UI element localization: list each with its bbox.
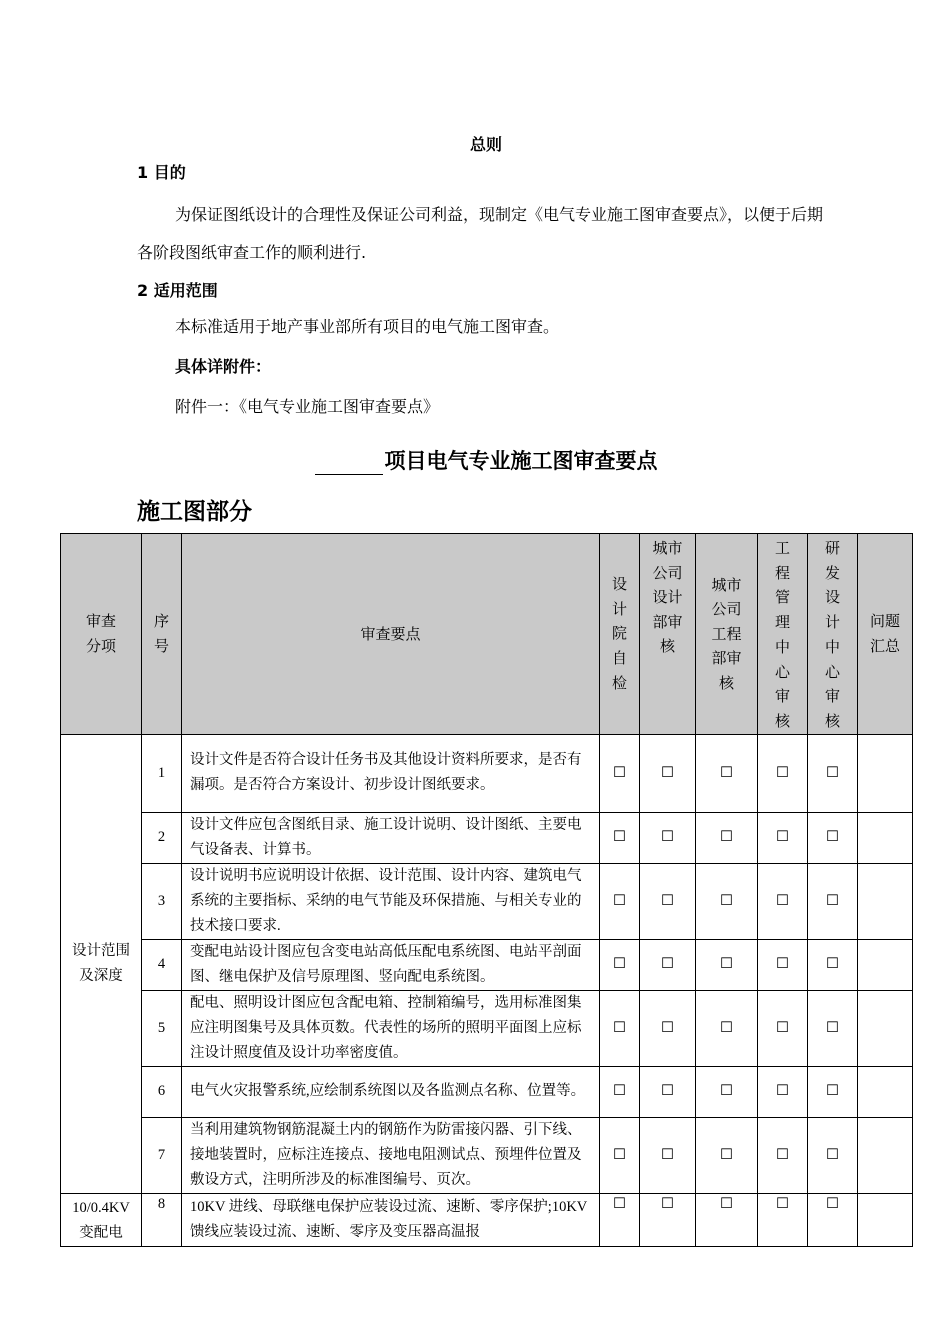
self-check-checkbox[interactable]: ☐ [600,1193,640,1246]
city-design-checkbox[interactable]: ☐ [640,939,696,990]
eng-center-checkbox[interactable]: ☐ [758,939,808,990]
city-design-checkbox[interactable]: ☐ [640,863,696,939]
point-cell: 当利用建筑物钢筋混凝土内的钢筋作为防雷接闪器、引下线、接地装置时，应标注连接点、接地电阻测试点、预埋件位置及敷设方式，注明所涉及的标准图编号、页次。 [182,1117,600,1193]
rd-center-checkbox[interactable]: ☐ [808,1117,858,1193]
summary-cell[interactable] [858,990,913,1066]
city-eng-checkbox[interactable]: ☐ [696,939,758,990]
eng-center-checkbox[interactable]: ☐ [758,863,808,939]
city-eng-checkbox[interactable]: ☐ [696,1066,758,1117]
seq-cell: 5 [142,990,182,1066]
eng-center-checkbox[interactable]: ☐ [758,1066,808,1117]
table-row [61,812,913,863]
rd-center-checkbox[interactable]: ☐ [808,812,858,863]
table-row [61,1193,913,1246]
header-point: 审查要点 [182,534,600,735]
self-check-checkbox[interactable]: ☐ [600,1117,640,1193]
self-check-checkbox[interactable]: ☐ [600,863,640,939]
eng-center-checkbox[interactable]: ☐ [758,990,808,1066]
general-title: 总则 [469,135,502,154]
eng-center-checkbox[interactable]: ☐ [758,734,808,812]
project-name-blank [315,452,383,475]
seq-cell: 3 [142,863,182,939]
summary-cell[interactable] [858,734,913,812]
point-cell: 电气火灾报警系统,应绘制系统图以及各监测点名称、位置等。 [182,1066,600,1117]
summary-cell[interactable] [858,1066,913,1117]
section-1-heading: 1 目的 [137,163,186,182]
city-eng-checkbox[interactable]: ☐ [696,1193,758,1246]
section-2-text: 本标准适用于地产事业部所有项目的电气施工图审查。 [175,317,560,336]
table-row [61,990,913,1066]
header-self-check: 设计院自检 [600,534,640,735]
seq-cell: 7 [142,1117,182,1193]
seq-cell: 2 [142,812,182,863]
review-table [60,533,913,1247]
self-check-checkbox[interactable]: ☐ [600,812,640,863]
point-cell: 10KV 进线、母联继电保护应装设过流、速断、零序保护;10KV 馈线应装设过流、速断、零序及变压器高温报 [182,1193,600,1246]
city-design-checkbox[interactable]: ☐ [640,1193,696,1246]
city-eng-checkbox[interactable]: ☐ [696,1117,758,1193]
table-row [61,1117,913,1193]
city-eng-checkbox[interactable]: ☐ [696,990,758,1066]
rd-center-checkbox[interactable]: ☐ [808,1193,858,1246]
rd-center-checkbox[interactable]: ☐ [808,990,858,1066]
seq-cell: 8 [142,1193,182,1246]
city-design-checkbox[interactable]: ☐ [640,1066,696,1117]
header-eng-center: 工程管理中心审核 [758,534,808,735]
city-design-checkbox[interactable]: ☐ [640,812,696,863]
point-cell: 配电、照明设计图应包含配电箱、控制箱编号，选用标准图集应注明图集号及具体页数。代表性的场所的照明平面图上应标注设计照度值及设计功率密度值。 [182,990,600,1066]
city-eng-checkbox[interactable]: ☐ [696,863,758,939]
seq-cell: 4 [142,939,182,990]
table-row [61,863,913,939]
summary-cell[interactable] [858,812,913,863]
city-eng-checkbox[interactable]: ☐ [696,734,758,812]
eng-center-checkbox[interactable]: ☐ [758,1117,808,1193]
point-cell: 设计文件是否符合设计任务书及其他设计资料所要求，是否有漏项。是否符合方案设计、初步设计图纸要求。 [182,734,600,812]
self-check-checkbox[interactable]: ☐ [600,939,640,990]
rd-center-checkbox[interactable]: ☐ [808,939,858,990]
table-row [61,734,913,812]
city-design-checkbox[interactable]: ☐ [640,1117,696,1193]
rd-center-checkbox[interactable]: ☐ [808,734,858,812]
header-seq: 序号 [142,534,182,735]
main-title [0,445,950,475]
self-check-checkbox[interactable]: ☐ [600,1066,640,1117]
point-cell: 变配电站设计图应包含变电站高低压配电系统图、电站平剖面图、继电保护及信号原理图、竖向配电系统图。 [182,939,600,990]
eng-center-checkbox[interactable]: ☐ [758,1193,808,1246]
rd-center-checkbox[interactable]: ☐ [808,863,858,939]
header-city-eng: 城市公司工程部审核 [696,534,758,735]
self-check-checkbox[interactable]: ☐ [600,990,640,1066]
table-row [61,1066,913,1117]
seq-cell: 1 [142,734,182,812]
summary-cell[interactable] [858,1117,913,1193]
eng-center-checkbox[interactable]: ☐ [758,812,808,863]
rd-center-checkbox[interactable]: ☐ [808,1066,858,1117]
summary-cell[interactable] [858,939,913,990]
header-category: 审查分项 [61,534,142,735]
summary-cell[interactable] [858,1193,913,1246]
category-cell: 10/0.4KV变配电 [61,1193,142,1246]
city-eng-checkbox[interactable]: ☐ [696,812,758,863]
summary-cell[interactable] [858,863,913,939]
header-city-design: 城市公司设计部审核 [640,534,696,735]
category-cell: 设计范围及深度 [61,734,142,1193]
section-2-heading: 2 适用范围 [137,281,218,300]
sub-title: 施工图部分 [137,499,252,525]
city-design-checkbox[interactable]: ☐ [640,990,696,1066]
section-1-text: 为保证图纸设计的合理性及保证公司利益，现制定《电气专业施工图审查要点》，以便于后期各阶段图纸审查工作的顺利进行. [137,205,824,262]
city-design-checkbox[interactable]: ☐ [640,734,696,812]
attachment-1: 附件一：《电气专业施工图审查要点》 [175,397,440,416]
self-check-checkbox[interactable]: ☐ [600,734,640,812]
main-title-text: 项目电气专业施工图审查要点 [384,449,658,473]
point-cell: 设计说明书应说明设计依据、设计范围、设计内容、建筑电气系统的主要指标、采纳的电气节能及环保措施、与相关专业的技术接口要求. [182,863,600,939]
header-rd-center: 研发设计中心审核 [808,534,858,735]
table-row [61,939,913,990]
point-cell: 设计文件应包含图纸目录、施工设计说明、设计图纸、主要电气设备表、计算书。 [182,812,600,863]
seq-cell: 6 [142,1066,182,1117]
table-header-row [61,534,913,735]
header-summary: 问题汇总 [858,534,913,735]
attachments-label: 具体详附件： [175,357,272,376]
